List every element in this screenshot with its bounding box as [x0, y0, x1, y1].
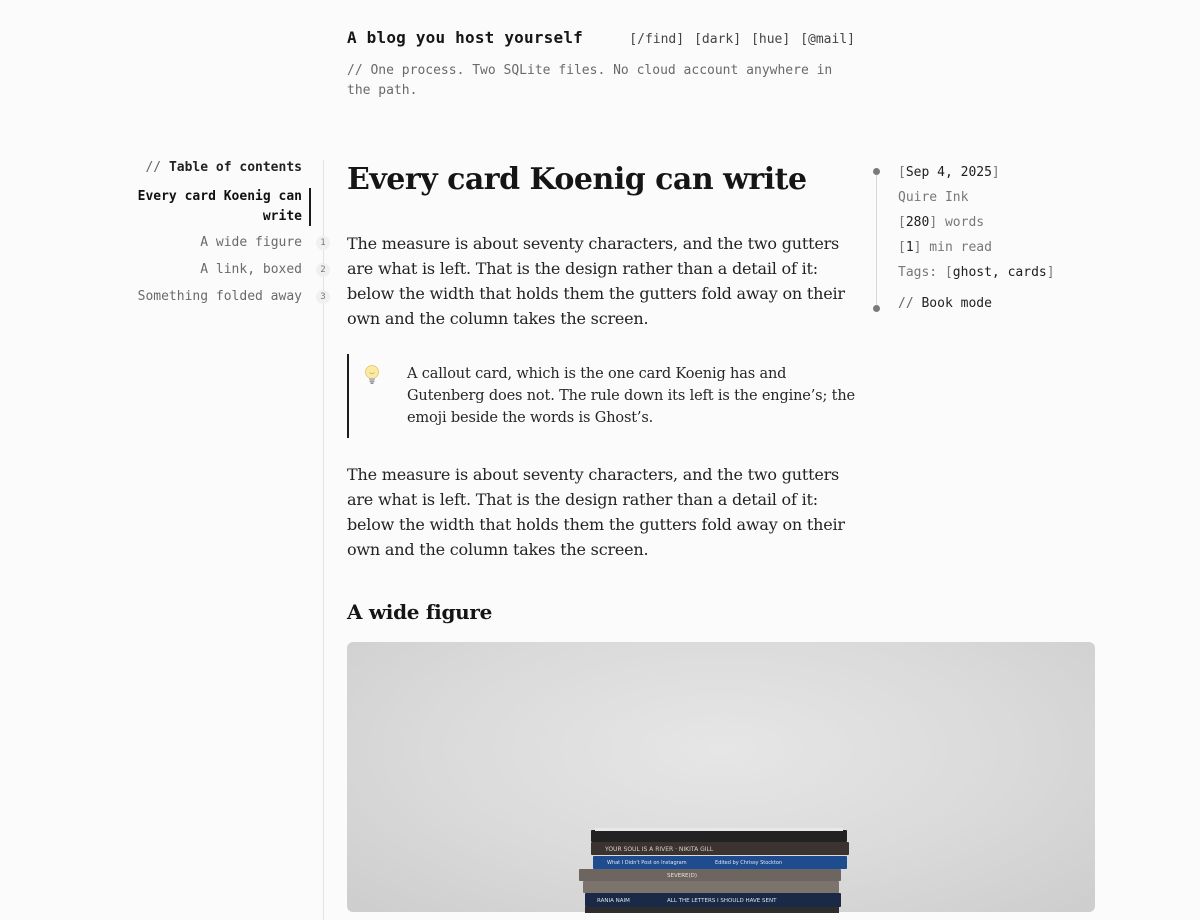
- nav-hue-toggle[interactable]: [hue]: [751, 32, 791, 47]
- book-spine-text: RANIA NAIM: [597, 898, 630, 904]
- toc-item-number: 3: [316, 290, 330, 304]
- word-count-value: 280: [905, 215, 930, 230]
- book-mode-toggle[interactable]: [898, 296, 1095, 311]
- bracket: ]: [991, 165, 1000, 180]
- nav-dark-toggle[interactable]: [dark]: [694, 32, 742, 47]
- post-tags: [898, 260, 1095, 285]
- book-mode-label: Book mode: [921, 296, 992, 311]
- toc-item-folded-away[interactable]: [120, 287, 324, 307]
- meta-timeline-line: [876, 168, 877, 310]
- toc-item-every-card[interactable]: [120, 187, 324, 227]
- bracket: [: [898, 240, 906, 255]
- callout-card: [347, 354, 857, 438]
- toc-title: Table of contents: [168, 160, 302, 175]
- nav-find-link[interactable]: [/find]: [629, 32, 685, 47]
- nav-mail-link[interactable]: [@mail]: [800, 32, 855, 47]
- read-time-value: 1: [905, 240, 914, 255]
- post-meta: [875, 160, 1095, 311]
- toc-item-label: Something folded away: [137, 289, 302, 304]
- book-spine-text: ALL THE LETTERS I SHOULD HAVE SENT: [667, 898, 777, 904]
- book-spine-text: What I Didn't Post on Instagram: [607, 860, 687, 866]
- toc-item-label: A wide figure: [200, 235, 302, 250]
- read-time: [898, 235, 1095, 260]
- book-mode-slashes: //: [898, 296, 914, 311]
- article: [347, 160, 857, 624]
- tags-value[interactable]: ghost, cards: [952, 265, 1047, 280]
- toc-heading: [120, 160, 324, 175]
- bracket: [: [898, 165, 906, 180]
- book-spine-text: Edited by Chrissy Stockton: [715, 860, 783, 866]
- bracket: ]: [1046, 265, 1055, 280]
- word-count-label: ] words: [929, 215, 985, 230]
- header-row: [347, 28, 855, 47]
- toc-item-wide-figure[interactable]: [120, 233, 324, 253]
- word-count: [898, 210, 1095, 235]
- lightbulb-icon: [363, 364, 381, 386]
- toc-slashes: //: [145, 160, 162, 175]
- post-date-value: Sep 4, 2025: [905, 165, 992, 180]
- book-stack-photo: [347, 642, 1095, 912]
- site-tagline: // One process. Two SQLite files. No cloud account anywhere in the path.: [347, 63, 833, 98]
- post-author[interactable]: Quire Ink: [898, 190, 969, 205]
- read-time-label: ] min read: [913, 240, 992, 255]
- bracket: [: [898, 215, 906, 230]
- site-header: [347, 28, 855, 101]
- section-heading-wide-figure: A wide figure: [347, 600, 493, 624]
- toc-item-link-boxed[interactable]: [120, 260, 324, 280]
- article-paragraph: The measure is about seventy characters, and the two gutters are what is left. That is the design rather than a detail of it: below the width that holds them the gutters fold away on their own and the column takes the screen.: [347, 465, 845, 559]
- toc-item-label: A link, boxed: [200, 262, 302, 277]
- table-of-contents: [120, 160, 324, 307]
- toc-item-number: 1: [316, 236, 330, 250]
- wide-figure-image: [347, 642, 1095, 912]
- article-paragraph: The measure is about seventy characters, and the two gutters are what is left. That is the design rather than a detail of it: below the width that holds them the gutters fold away on their own and the column takes the screen.: [347, 234, 845, 328]
- post-date: [898, 160, 1095, 185]
- site-title-link[interactable]: A blog you host yourself: [347, 28, 583, 47]
- book-spine-text: YOUR SOUL IS A RIVER · NIKITA GILL: [605, 846, 714, 853]
- header-nav: [629, 32, 855, 47]
- book-spine-text: SEVERE(D): [667, 873, 698, 879]
- meta-dot: [873, 168, 880, 175]
- article-title: Every card Koenig can write: [347, 162, 807, 197]
- callout-text: A callout card, which is the one card Koenig has and Gutenberg does not. The rule down its left is the engine’s; the emoji beside the words is Ghost’s.: [407, 366, 855, 426]
- toc-item-label: Every card Koenig can write: [137, 189, 302, 224]
- toc-list: [120, 187, 324, 307]
- meta-dot: [873, 305, 880, 312]
- meta-list: [875, 160, 1095, 311]
- toc-item-number: 2: [316, 263, 330, 277]
- tags-label: Tags: [: [898, 265, 953, 280]
